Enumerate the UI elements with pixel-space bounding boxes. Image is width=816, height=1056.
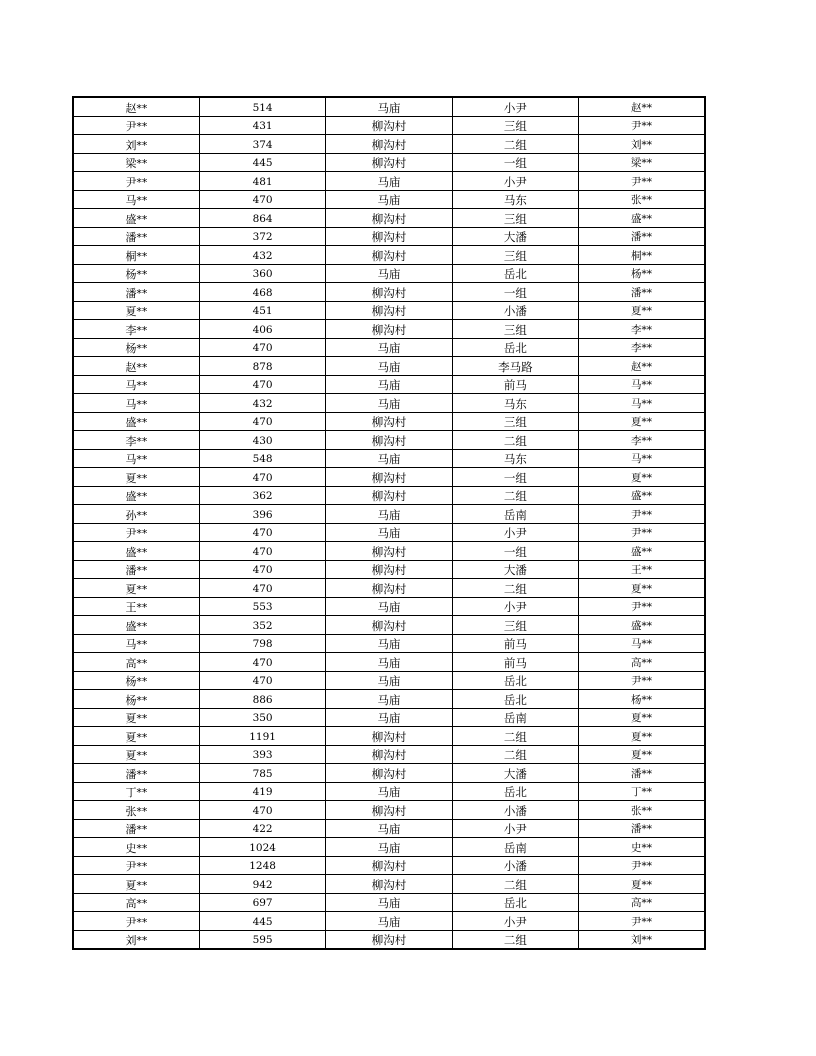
number-cell: 470 xyxy=(199,338,325,357)
payee-cell: 潘** xyxy=(579,227,705,246)
name-cell: 夏** xyxy=(73,745,199,764)
name-cell: 盛** xyxy=(73,486,199,505)
payee-cell: 杨** xyxy=(579,264,705,283)
table-row xyxy=(73,394,705,413)
number-cell: 432 xyxy=(199,394,325,413)
name-cell: 王** xyxy=(73,597,199,616)
name-cell: 李** xyxy=(73,431,199,450)
group-cell: 岳南 xyxy=(452,505,578,524)
table-row xyxy=(73,431,705,450)
village-cell: 柳沟村 xyxy=(326,486,452,505)
village-cell: 马庙 xyxy=(326,449,452,468)
group-cell: 小尹 xyxy=(452,597,578,616)
payee-cell: 尹** xyxy=(579,523,705,542)
group-cell: 二组 xyxy=(452,875,578,894)
group-cell: 岳北 xyxy=(452,671,578,690)
number-cell: 864 xyxy=(199,209,325,228)
number-cell: 352 xyxy=(199,616,325,635)
number-cell: 362 xyxy=(199,486,325,505)
number-cell: 360 xyxy=(199,264,325,283)
village-cell: 柳沟村 xyxy=(326,135,452,154)
number-cell: 553 xyxy=(199,597,325,616)
number-cell: 470 xyxy=(199,579,325,598)
group-cell: 二组 xyxy=(452,579,578,598)
table-row xyxy=(73,468,705,487)
name-cell: 尹** xyxy=(73,172,199,191)
group-cell: 大潘 xyxy=(452,764,578,783)
payee-cell: 丁** xyxy=(579,782,705,801)
name-cell: 尹** xyxy=(73,912,199,931)
name-cell: 马** xyxy=(73,190,199,209)
number-cell: 470 xyxy=(199,653,325,672)
payee-cell: 李** xyxy=(579,431,705,450)
payee-cell: 夏** xyxy=(579,727,705,746)
table-row xyxy=(73,135,705,154)
table-row xyxy=(73,597,705,616)
village-cell: 马庙 xyxy=(326,671,452,690)
payee-cell: 杨** xyxy=(579,690,705,709)
payee-cell: 王** xyxy=(579,560,705,579)
table-row xyxy=(73,338,705,357)
village-cell: 马庙 xyxy=(326,782,452,801)
name-cell: 刘** xyxy=(73,135,199,154)
village-cell: 马庙 xyxy=(326,912,452,931)
number-cell: 798 xyxy=(199,634,325,653)
table-row xyxy=(73,116,705,135)
payee-cell: 马** xyxy=(579,449,705,468)
village-cell: 柳沟村 xyxy=(326,930,452,949)
group-cell: 岳北 xyxy=(452,338,578,357)
payee-cell: 尹** xyxy=(579,856,705,875)
table-row xyxy=(73,227,705,246)
table-row xyxy=(73,320,705,339)
payee-cell: 夏** xyxy=(579,579,705,598)
number-cell: 396 xyxy=(199,505,325,524)
number-cell: 422 xyxy=(199,819,325,838)
village-cell: 柳沟村 xyxy=(326,542,452,561)
village-cell: 马庙 xyxy=(326,394,452,413)
village-cell: 柳沟村 xyxy=(326,468,452,487)
table-row xyxy=(73,801,705,820)
name-cell: 李** xyxy=(73,320,199,339)
payee-cell: 夏** xyxy=(579,412,705,431)
name-cell: 尹** xyxy=(73,856,199,875)
table-row xyxy=(73,745,705,764)
name-cell: 盛** xyxy=(73,412,199,431)
table-row xyxy=(73,856,705,875)
name-cell: 赵** xyxy=(73,97,199,116)
table-row xyxy=(73,264,705,283)
name-cell: 赵** xyxy=(73,357,199,376)
number-cell: 481 xyxy=(199,172,325,191)
name-cell: 夏** xyxy=(73,579,199,598)
name-cell: 马** xyxy=(73,449,199,468)
payee-cell: 尹** xyxy=(579,172,705,191)
name-cell: 潘** xyxy=(73,764,199,783)
group-cell: 大潘 xyxy=(452,560,578,579)
payee-cell: 盛** xyxy=(579,486,705,505)
village-cell: 马庙 xyxy=(326,97,452,116)
group-cell: 前马 xyxy=(452,375,578,394)
payee-cell: 尹** xyxy=(579,671,705,690)
number-cell: 942 xyxy=(199,875,325,894)
name-cell: 丁** xyxy=(73,782,199,801)
payee-cell: 尹** xyxy=(579,912,705,931)
payee-cell: 李** xyxy=(579,320,705,339)
name-cell: 夏** xyxy=(73,727,199,746)
group-cell: 三组 xyxy=(452,116,578,135)
village-cell: 马庙 xyxy=(326,375,452,394)
group-cell: 小潘 xyxy=(452,301,578,320)
village-cell: 马庙 xyxy=(326,523,452,542)
table-row xyxy=(73,579,705,598)
name-cell: 盛** xyxy=(73,542,199,561)
payee-cell: 桐** xyxy=(579,246,705,265)
village-cell: 柳沟村 xyxy=(326,246,452,265)
village-cell: 柳沟村 xyxy=(326,616,452,635)
name-cell: 史** xyxy=(73,838,199,857)
table-row xyxy=(73,875,705,894)
group-cell: 马东 xyxy=(452,190,578,209)
group-cell: 小尹 xyxy=(452,912,578,931)
name-cell: 马** xyxy=(73,375,199,394)
payee-cell: 刘** xyxy=(579,135,705,154)
group-cell: 二组 xyxy=(452,135,578,154)
payee-cell: 史** xyxy=(579,838,705,857)
payee-cell: 尹** xyxy=(579,505,705,524)
number-cell: 451 xyxy=(199,301,325,320)
number-cell: 470 xyxy=(199,560,325,579)
number-cell: 470 xyxy=(199,542,325,561)
group-cell: 小尹 xyxy=(452,523,578,542)
village-cell: 马庙 xyxy=(326,653,452,672)
village-cell: 马庙 xyxy=(326,690,452,709)
village-cell: 柳沟村 xyxy=(326,745,452,764)
group-cell: 小潘 xyxy=(452,856,578,875)
table-row xyxy=(73,190,705,209)
payee-cell: 夏** xyxy=(579,875,705,894)
group-cell: 小尹 xyxy=(452,172,578,191)
village-cell: 马庙 xyxy=(326,190,452,209)
village-cell: 马庙 xyxy=(326,505,452,524)
table-row xyxy=(73,412,705,431)
group-cell: 一组 xyxy=(452,283,578,302)
village-cell: 柳沟村 xyxy=(326,320,452,339)
group-cell: 一组 xyxy=(452,542,578,561)
village-cell: 马庙 xyxy=(326,838,452,857)
group-cell: 小尹 xyxy=(452,97,578,116)
payee-cell: 潘** xyxy=(579,819,705,838)
village-cell: 柳沟村 xyxy=(326,116,452,135)
village-cell: 柳沟村 xyxy=(326,856,452,875)
number-cell: 1024 xyxy=(199,838,325,857)
group-cell: 前马 xyxy=(452,653,578,672)
name-cell: 杨** xyxy=(73,671,199,690)
name-cell: 潘** xyxy=(73,283,199,302)
name-cell: 夏** xyxy=(73,301,199,320)
village-cell: 柳沟村 xyxy=(326,227,452,246)
village-cell: 柳沟村 xyxy=(326,209,452,228)
table-row xyxy=(73,819,705,838)
group-cell: 前马 xyxy=(452,634,578,653)
group-cell: 岳北 xyxy=(452,893,578,912)
village-cell: 柳沟村 xyxy=(326,431,452,450)
name-cell: 梁** xyxy=(73,153,199,172)
number-cell: 1248 xyxy=(199,856,325,875)
group-cell: 大潘 xyxy=(452,227,578,246)
number-cell: 374 xyxy=(199,135,325,154)
name-cell: 马** xyxy=(73,394,199,413)
payee-cell: 刘** xyxy=(579,930,705,949)
table-row xyxy=(73,172,705,191)
name-cell: 潘** xyxy=(73,819,199,838)
group-cell: 二组 xyxy=(452,745,578,764)
number-cell: 468 xyxy=(199,283,325,302)
payee-cell: 夏** xyxy=(579,708,705,727)
group-cell: 小尹 xyxy=(452,819,578,838)
number-cell: 470 xyxy=(199,801,325,820)
village-cell: 马庙 xyxy=(326,819,452,838)
village-cell: 马庙 xyxy=(326,597,452,616)
number-cell: 431 xyxy=(199,116,325,135)
payee-cell: 夏** xyxy=(579,468,705,487)
name-cell: 孙** xyxy=(73,505,199,524)
table-row xyxy=(73,375,705,394)
name-cell: 杨** xyxy=(73,264,199,283)
number-cell: 595 xyxy=(199,930,325,949)
group-cell: 三组 xyxy=(452,412,578,431)
group-cell: 岳北 xyxy=(452,782,578,801)
table-row xyxy=(73,486,705,505)
name-cell: 夏** xyxy=(73,708,199,727)
payee-cell: 马** xyxy=(579,634,705,653)
group-cell: 二组 xyxy=(452,431,578,450)
group-cell: 岳北 xyxy=(452,690,578,709)
group-cell: 二组 xyxy=(452,486,578,505)
name-cell: 夏** xyxy=(73,875,199,894)
records-table xyxy=(72,96,706,950)
village-cell: 马庙 xyxy=(326,634,452,653)
payee-cell: 尹** xyxy=(579,116,705,135)
payee-cell: 盛** xyxy=(579,209,705,228)
number-cell: 548 xyxy=(199,449,325,468)
table-row xyxy=(73,838,705,857)
number-cell: 470 xyxy=(199,671,325,690)
group-cell: 三组 xyxy=(452,616,578,635)
number-cell: 470 xyxy=(199,190,325,209)
payee-cell: 高** xyxy=(579,653,705,672)
table-row xyxy=(73,653,705,672)
group-cell: 马东 xyxy=(452,449,578,468)
table-row xyxy=(73,634,705,653)
table-row xyxy=(73,97,705,116)
table-row xyxy=(73,301,705,320)
name-cell: 潘** xyxy=(73,560,199,579)
group-cell: 二组 xyxy=(452,727,578,746)
table-row xyxy=(73,616,705,635)
number-cell: 445 xyxy=(199,153,325,172)
name-cell: 桐** xyxy=(73,246,199,265)
village-cell: 柳沟村 xyxy=(326,560,452,579)
number-cell: 350 xyxy=(199,708,325,727)
table-row xyxy=(73,283,705,302)
name-cell: 刘** xyxy=(73,930,199,949)
table-row xyxy=(73,893,705,912)
group-cell: 三组 xyxy=(452,246,578,265)
number-cell: 1191 xyxy=(199,727,325,746)
number-cell: 419 xyxy=(199,782,325,801)
payee-cell: 赵** xyxy=(579,97,705,116)
number-cell: 886 xyxy=(199,690,325,709)
village-cell: 柳沟村 xyxy=(326,301,452,320)
number-cell: 393 xyxy=(199,745,325,764)
number-cell: 445 xyxy=(199,912,325,931)
payee-cell: 潘** xyxy=(579,764,705,783)
village-cell: 马庙 xyxy=(326,357,452,376)
payee-cell: 梁** xyxy=(579,153,705,172)
number-cell: 785 xyxy=(199,764,325,783)
name-cell: 夏** xyxy=(73,468,199,487)
table-row xyxy=(73,449,705,468)
group-cell: 岳南 xyxy=(452,838,578,857)
name-cell: 潘** xyxy=(73,227,199,246)
number-cell: 470 xyxy=(199,523,325,542)
group-cell: 一组 xyxy=(452,153,578,172)
group-cell: 岳北 xyxy=(452,264,578,283)
village-cell: 柳沟村 xyxy=(326,764,452,783)
group-cell: 马东 xyxy=(452,394,578,413)
village-cell: 马庙 xyxy=(326,338,452,357)
village-cell: 柳沟村 xyxy=(326,579,452,598)
payee-cell: 李** xyxy=(579,338,705,357)
table-row xyxy=(73,209,705,228)
group-cell: 小潘 xyxy=(452,801,578,820)
table-row xyxy=(73,782,705,801)
table-row xyxy=(73,708,705,727)
number-cell: 697 xyxy=(199,893,325,912)
payee-cell: 盛** xyxy=(579,616,705,635)
village-cell: 马庙 xyxy=(326,264,452,283)
payee-cell: 夏** xyxy=(579,745,705,764)
number-cell: 470 xyxy=(199,468,325,487)
payee-cell: 马** xyxy=(579,375,705,394)
table-row xyxy=(73,505,705,524)
payee-cell: 盛** xyxy=(579,542,705,561)
table-row xyxy=(73,690,705,709)
group-cell: 一组 xyxy=(452,468,578,487)
table-row xyxy=(73,727,705,746)
village-cell: 马庙 xyxy=(326,172,452,191)
village-cell: 柳沟村 xyxy=(326,727,452,746)
table-row xyxy=(73,560,705,579)
village-cell: 马庙 xyxy=(326,893,452,912)
payee-cell: 张** xyxy=(579,801,705,820)
name-cell: 尹** xyxy=(73,116,199,135)
table-row xyxy=(73,671,705,690)
group-cell: 二组 xyxy=(452,930,578,949)
payee-cell: 夏** xyxy=(579,301,705,320)
number-cell: 470 xyxy=(199,375,325,394)
payee-cell: 尹** xyxy=(579,597,705,616)
name-cell: 高** xyxy=(73,893,199,912)
group-cell: 三组 xyxy=(452,320,578,339)
table-row xyxy=(73,930,705,949)
number-cell: 878 xyxy=(199,357,325,376)
number-cell: 470 xyxy=(199,412,325,431)
number-cell: 430 xyxy=(199,431,325,450)
payee-cell: 赵** xyxy=(579,357,705,376)
table-row xyxy=(73,246,705,265)
group-cell: 岳南 xyxy=(452,708,578,727)
group-cell: 三组 xyxy=(452,209,578,228)
number-cell: 432 xyxy=(199,246,325,265)
number-cell: 514 xyxy=(199,97,325,116)
records-table-body xyxy=(73,97,705,949)
name-cell: 尹** xyxy=(73,523,199,542)
name-cell: 杨** xyxy=(73,338,199,357)
payee-cell: 潘** xyxy=(579,283,705,302)
village-cell: 柳沟村 xyxy=(326,875,452,894)
table-row xyxy=(73,153,705,172)
village-cell: 柳沟村 xyxy=(326,283,452,302)
table-row xyxy=(73,357,705,376)
number-cell: 372 xyxy=(199,227,325,246)
name-cell: 高** xyxy=(73,653,199,672)
payee-cell: 张** xyxy=(579,190,705,209)
table-row xyxy=(73,542,705,561)
number-cell: 406 xyxy=(199,320,325,339)
name-cell: 盛** xyxy=(73,209,199,228)
table-row xyxy=(73,912,705,931)
name-cell: 杨** xyxy=(73,690,199,709)
name-cell: 张** xyxy=(73,801,199,820)
village-cell: 马庙 xyxy=(326,708,452,727)
village-cell: 柳沟村 xyxy=(326,801,452,820)
payee-cell: 高** xyxy=(579,893,705,912)
village-cell: 柳沟村 xyxy=(326,412,452,431)
name-cell: 盛** xyxy=(73,616,199,635)
village-cell: 柳沟村 xyxy=(326,153,452,172)
payee-cell: 马** xyxy=(579,394,705,413)
table-row xyxy=(73,523,705,542)
table-row xyxy=(73,764,705,783)
group-cell: 李马路 xyxy=(452,357,578,376)
name-cell: 马** xyxy=(73,634,199,653)
